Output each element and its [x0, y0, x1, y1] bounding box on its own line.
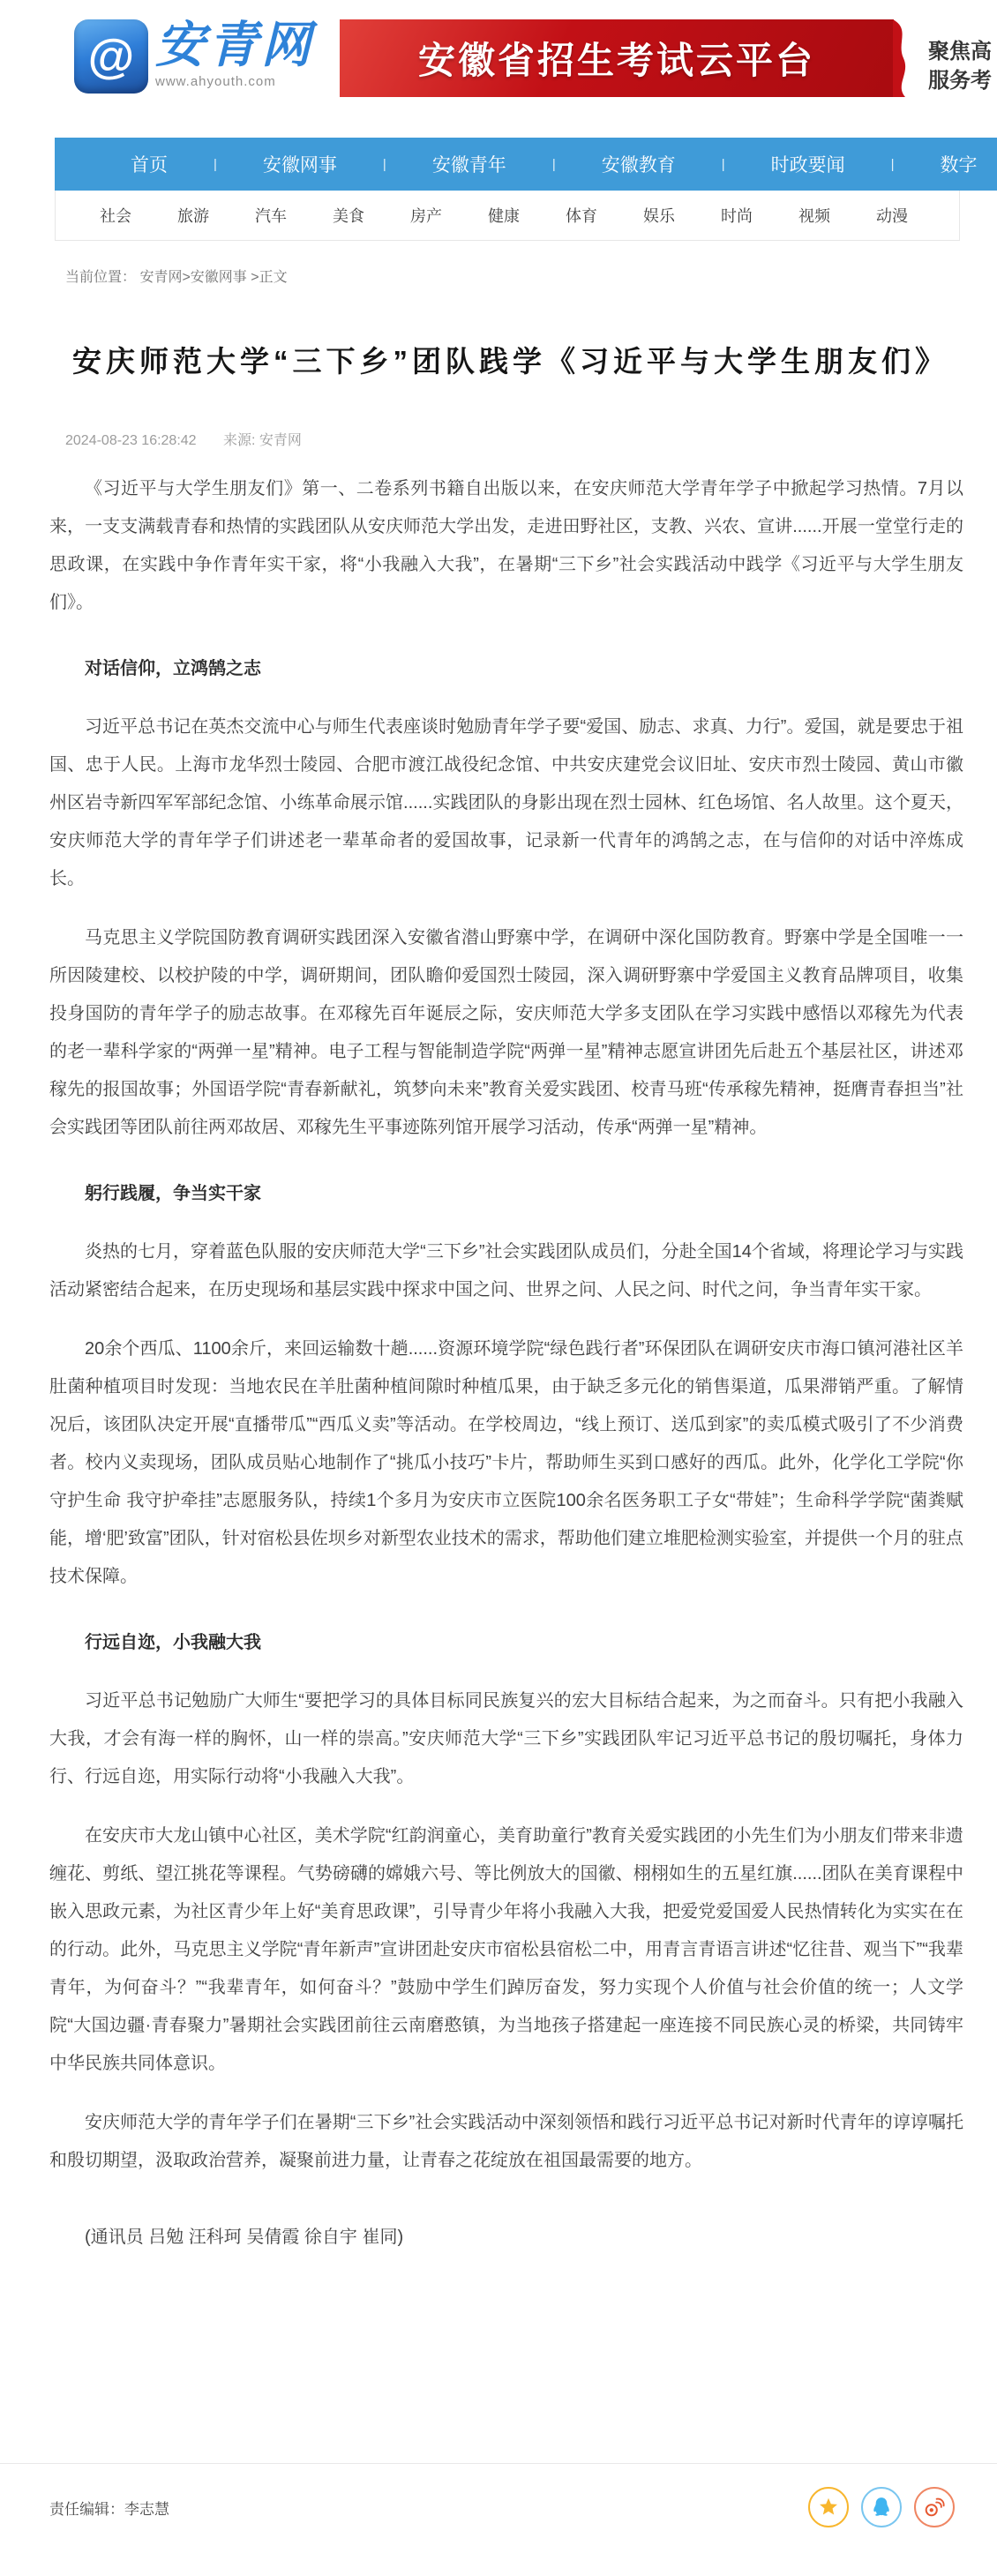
article-meta [49, 429, 963, 449]
page-footer [0, 2463, 997, 2527]
exam-platform-banner[interactable] [340, 19, 894, 97]
qq-icon [870, 2496, 893, 2519]
article-paragraph: 《习近平与大学生朋友们》第一、二卷系列书籍自出版以来，在安庆师范大学青年学子中掀起学习热情。7月以来，一支支满载青春和热情的实践团队从安庆师范大学出发，走进田野社区，支教、兴农、宣讲......开展一堂堂行走的思政课，在实践中争作青年实干家，将“小我融入大我”，在暑期“三下乡”社会实践活动中践学《习近平与大学生朋友们》。 [49, 479, 963, 612]
weibo-icon [923, 2496, 946, 2519]
banner-tagline [928, 37, 992, 95]
main-nav [55, 138, 997, 191]
nav-item-2[interactable]: 安徽网事 [262, 155, 337, 176]
article-paragraph: 炎热的七月，穿着蓝色队服的安庆师范大学“三下乡”社会实践团队成员们，分赴全国14个省域，将理论学习与实践活动紧密结合起来，在历史现场和基层实践中探求中国之问、世界之问、人民之问、时代之问，争当青年实干家。 [49, 1242, 963, 1299]
at-logo-icon: @ [74, 19, 148, 94]
nav-item-5[interactable]: 时政要闻 [770, 155, 845, 176]
subnav-item-4[interactable]: 美食 [333, 207, 364, 225]
subnav-item-7[interactable]: 体育 [566, 207, 597, 225]
article-source: 来源: 安青网 [223, 433, 302, 448]
section-heading: 对话信仰，立鸿鹄之志 [85, 659, 261, 678]
article-body [49, 470, 963, 2257]
article-paragraph: 在安庆市大龙山镇中心社区，美术学院“红韵润童心，美育助童行”教育关爱实践团的小先生们为小朋友们带来非遗缠花、剪纸、望江挑花等课程。气势磅礴的嫦娥六号、等比例放大的国徽、栩栩如生的五星红旗......团队在美育课程中嵌入思政元素，为社区青少年上好“美育思政课”，引导青少年将小我融入大我，把爱党爱国爱人民热情转化为实实在在的行动。此外，马克思主义学院“青年新声”宣讲团赴安庆市宿松县宿松二中，用青言青语言讲述“忆往昔、观当下”“我辈青年，为何奋斗？”“我辈青年，如何奋斗？”鼓励中学生们踔厉奋发，努力实现个人价值与社会价值的统一；人文学院“大国边疆·青春聚力”暑期社会实践团前往云南磨憨镇，为当地孩子搭建起一座连接不同民族心灵的桥梁，共同铸牢中华民族共同体意识。 [49, 1826, 963, 2073]
subnav-item-9[interactable]: 时尚 [721, 207, 753, 225]
subnav-item-11[interactable]: 动漫 [876, 207, 908, 225]
qzone-icon [817, 2496, 840, 2519]
breadcrumb [65, 266, 997, 286]
nav-item-1[interactable]: 首页 [131, 155, 168, 176]
site-name: 安青网 [155, 17, 314, 72]
sub-nav [55, 191, 960, 241]
nav-item-3[interactable]: 安徽青年 [431, 155, 506, 176]
breadcrumb-path[interactable]: 安青网>安徽网事 >正文 [139, 270, 288, 285]
subnav-item-10[interactable]: 视频 [798, 207, 830, 225]
site-header [74, 12, 997, 111]
subnav-item-1[interactable]: 社会 [100, 207, 131, 225]
banner-title: 安徽省招生考试云平台 [417, 40, 815, 81]
article-paragraph: 马克思主义学院国防教育调研实践团深入安徽省潜山野寨中学，在调研中深化国防教育。野寨中学是全国唯一一所因陵建校、以校护陵的中学，调研期间，团队瞻仰爱国烈士陵园，深入调研野寨中学爱国主义教育品牌项目，收集投身国防的青年学子的励志故事。在邓稼先百年诞辰之际，安庆师范大学多支团队在学习实践中感悟以邓稼先为代表的老一辈科学家的“两弹一星”精神。电子工程与智能制造学院“两弹一星”精神志愿宣讲团先后赴五个基层社区，讲述邓稼先的报国故事；外国语学院“青春新献礼，筑梦向未来”教育关爱实践团、校青马班“传承稼先精神，挺膺青春担当”社会实践团等团队前往两邓故居、邓稼先生平事迹陈列馆开展学习活动，传承“两弹一星”精神。 [49, 928, 963, 1137]
nav-item-4[interactable]: 安徽教育 [601, 155, 676, 176]
article-paragraph: 安庆师范大学的青年学子们在暑期“三下乡”社会实践活动中深刻领悟和践行习近平总书记对新时代青年的谆谆嘱托和殷切期望，汲取政治营养，凝聚前进力量，让青春之花绽放在祖国最需要的地方。 [49, 2113, 963, 2170]
breadcrumb-label: 当前位置： [65, 270, 140, 285]
banner-ribbon-edge [893, 19, 916, 97]
site-url: www.ahyouth.com [155, 74, 276, 89]
nav-item-6[interactable]: 数字 [940, 155, 978, 176]
publish-time: 2024-08-23 16:28:42 [65, 433, 197, 448]
tagline-line-2: 服务考 [928, 69, 992, 93]
nav-separator: | [551, 156, 556, 172]
article-title: 安庆师范大学“三下乡”团队践学《习近平与大学生朋友们》 [72, 345, 948, 378]
nav-separator: | [382, 156, 386, 172]
site-logo[interactable] [74, 12, 339, 94]
byline: (通讯员 吕勉 汪科珂 吴倩霞 徐自宇 崔同) [85, 2228, 404, 2247]
article [49, 333, 963, 2257]
nav-separator: | [214, 156, 217, 172]
article-paragraph: 习近平总书记勉励广大师生“要把学习的具体目标同民族复兴的宏大目标结合起来，为之而奋斗。只有把小我融入大我，才会有海一样的胸怀，山一样的崇高。”安庆师范大学“三下乡”实践团队牢记习近平总书记的殷切嘱托，身体力行、行远自迩，用实际行动将“小我融入大我”。 [49, 1691, 963, 1786]
qzone-share-button[interactable] [808, 2487, 849, 2527]
subnav-item-3[interactable]: 汽车 [255, 207, 287, 225]
subnav-item-2[interactable]: 旅游 [177, 207, 209, 225]
subnav-item-8[interactable]: 娱乐 [643, 207, 675, 225]
editor-credit: 责任编辑：李志慧 [49, 2500, 169, 2518]
nav-separator: | [890, 156, 895, 172]
nav-separator: | [721, 156, 725, 172]
subnav-item-6[interactable]: 健康 [488, 207, 520, 225]
logo-text-block [155, 12, 314, 89]
section-heading: 行远自迩，小我融大我 [85, 1633, 261, 1652]
share-buttons [808, 2487, 955, 2527]
subnav-item-5[interactable]: 房产 [410, 207, 442, 225]
qq-share-button[interactable] [861, 2487, 902, 2527]
article-paragraph: 习近平总书记在英杰交流中心与师生代表座谈时勉励青年学子要“爱国、励志、求真、力行”。爱国，就是要忠于祖国、忠于人民。上海市龙华烈士陵园、合肥市渡江战役纪念馆、中共安庆建党会议旧址、安庆市烈士陵园、黄山市徽州区岩寺新四军军部纪念馆、小练革命展示馆......实践团队的身影出现在烈士园林、红色场馆、名人故里。这个夏天，安庆师范大学的青年学子们讲述老一辈革命者的爱国故事，记录新一代青年的鸿鹄之志，在与信仰的对话中淬炼成长。 [49, 717, 963, 888]
section-heading: 躬行践履，争当实干家 [85, 1184, 261, 1203]
tagline-line-1: 聚焦高 [928, 40, 992, 64]
weibo-share-button[interactable] [914, 2487, 955, 2527]
article-paragraph: 20余个西瓜、1100余斤，来回运输数十趟......资源环境学院“绿色践行者”环保团队在调研安庆市海口镇河港社区羊肚菌种植项目时发现：当地农民在羊肚菌种植间隙时种植瓜果，由于缺乏多元化的销售渠道，瓜果滞销严重。了解情况后，该团队决定开展“直播带瓜”“西瓜义卖”等活动。在学校周边，“线上预订、送瓜到家”的卖瓜模式吸引了不少消费者。校内义卖现场，团队成员贴心地制作了“挑瓜小技巧”卡片，帮助师生买到口感好的西瓜。此外，化学化工学院“你守护生命 我守护牵挂”志愿服务队，持续1个多月为安庆市立医院100余名医务职工子女“带娃”；生命科学学院“菌粪赋能，增‘肥’致富”团队，针对宿松县佐坝乡对新型农业技术的需求，帮助他们建立堆肥检测实验室，并提供一个月的驻点技术保障。 [49, 1339, 963, 1586]
